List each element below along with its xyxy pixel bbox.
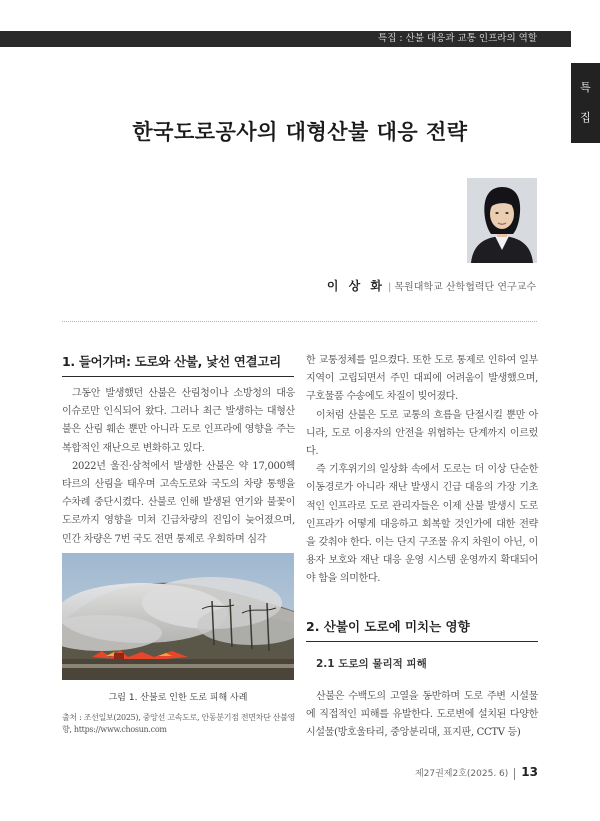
author-affiliation: 목원대학교 산학협력단 연구교수 [394,282,536,293]
section-2-heading: 2. 산불이 도로에 미치는 영향 [306,617,538,642]
paragraph: 2022년 울진·삼척에서 발생한 산불은 약 17,000헥타르의 산림을 태우며 고속도로와 국도의 차량 통행을 수차례 중단시켰다. 산불로 인해 발생된 연기와 불꽃이 도로까지 영향을 미쳐 긴급차량의 진입이 늦어졌으며, 민간 차량은 7번 국도 전면 통제로 우회하며 심각 [62,460,295,545]
page-footer [415,765,538,780]
side-tab-char-2: 집 [580,111,591,124]
figure-source: 출처 : 조선일보(2025), 중앙선 고속도로, 안동분기점 전면차단 산불영향, https://www.chosun.com [62,713,296,734]
paragraph: 산불은 수백도의 고열을 동반하며 도로 주변 시설물에 직접적인 피해를 유발한다. 도로변에 설치된 다양한 시설물(방호울타리, 중앙분리대, 표지판, CCTV 등) [306,691,538,739]
paragraph: 즉 기후위기의 일상화 속에서 도로는 더 이상 단순한 이동경로가 아니라 재난 발생시 긴급 대응의 가장 기초적인 인프라로 도로 관리자들은 이제 산불 발생시 도로 인프라가 어떻게 대응하고 회복할 것인가에 대한 전략을 갖춰야 한다. 이는 단지 구조물 유지 차원이 아닌, 이용자 보호와 재난 대응 운영 시스템 운영까지 확대되어야 함을 의미한다. [306,464,538,585]
side-tab-char-1: 특 [580,81,591,94]
figure-wildfire-road [62,553,294,680]
author-name: 이 상 화 [326,279,386,293]
section-2-1-subheading: 2.1 도로의 물리적 피해 [316,658,427,670]
section-1-body [62,385,295,549]
author-photo [467,178,537,263]
issue-info: 제27권제2호(2025. 6) [414,769,509,779]
page-number: 13 [521,765,538,779]
footer-divider [514,768,515,780]
section-1-heading: 1. 들어가며: 도로와 산불, 낯선 연결고리 [62,352,294,377]
paragraph: 그동안 발생했던 산불은 산림청이나 소방청의 대응 이슈로만 인식되어 왔다. 그러나 최근 발생하는 대형산불은 산림 훼손 뿐만 아니라 도로 인프라에 영향을 주는 복합적인 재난으로 변화하고 있다. [62,388,295,454]
header-band [0,31,571,47]
article-title: 한국도로공사의 대형산불 대응 전략 [132,120,468,144]
paragraph: 한 교통정체를 일으켰다. 또한 도로 통제로 인하여 일부 지역이 고립되면서 주민 대피에 어려움이 발생했으며, 구호물품 수송에도 차질이 빚어졌다. [306,355,538,403]
section-2-body [306,688,538,743]
column-b-body [306,352,538,589]
paragraph: 이처럼 산불은 도로 교통의 흐름을 단절시킬 뿐만 아니라, 도로 이용자의 안전을 위협하는 단계까지 이르렀다. [306,409,538,458]
figure-caption: 그림 1. 산불로 인한 도로 피해 사례 [108,693,248,703]
author-line [327,277,536,294]
author-separator: | [388,282,392,293]
section-title: 특집 : 산불 대응과 교통 인프라의 역할 [378,33,537,44]
dotted-divider [62,321,537,322]
